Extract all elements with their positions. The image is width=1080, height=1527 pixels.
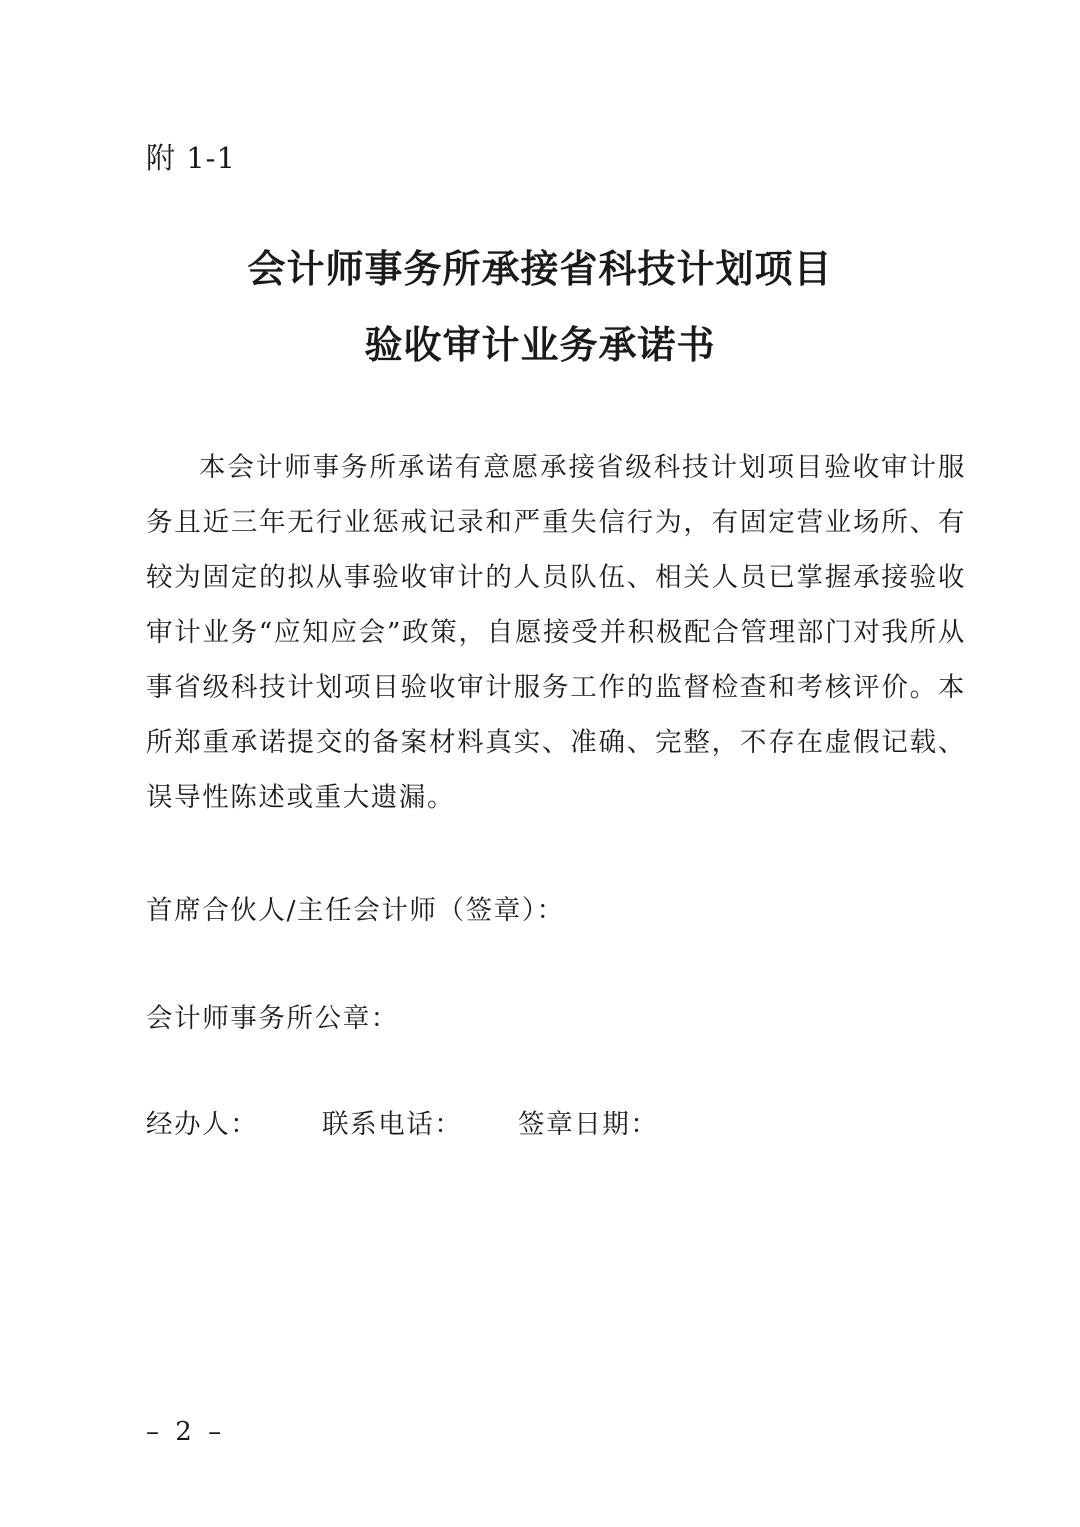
page-number: – 2 – (146, 1417, 226, 1447)
handler-label: 经办人： (146, 1109, 259, 1140)
phone-label: 联系电话： (322, 1109, 463, 1140)
firm-seal-label: 会计师事务所公章： (146, 1003, 399, 1034)
partner-signature-label: 首席合伙人/主任会计师（签章）： (146, 895, 565, 926)
document-title-line-2: 验收审计业务承诺书 (364, 323, 716, 367)
commitment-paragraph: 本会计师事务所承诺有意愿承接省级科技计划项目验收审计服务且近三年无行业惩戒记录和严重失信行为，有固定营业场所、有较为固定的拟从事验收审计的人员队伍、相关人员已掌握承接验收审计业务“应知应会”政策，自愿接受并积极配合管理部门对我所从事省级科技计划项目验收审计服务工作的监督检查和考核评价。本所郑重承诺提交的备案材料真实、准确、完整，不存在虚假记载、误导性陈述或重大遗漏。 (146, 452, 966, 813)
attachment-label: 附 1-1 (146, 141, 236, 175)
sign-date-label: 签章日期： (518, 1109, 659, 1140)
contact-row (146, 1105, 746, 1145)
document-title-line-1: 会计师事务所承接省科技计划项目 (247, 247, 833, 291)
